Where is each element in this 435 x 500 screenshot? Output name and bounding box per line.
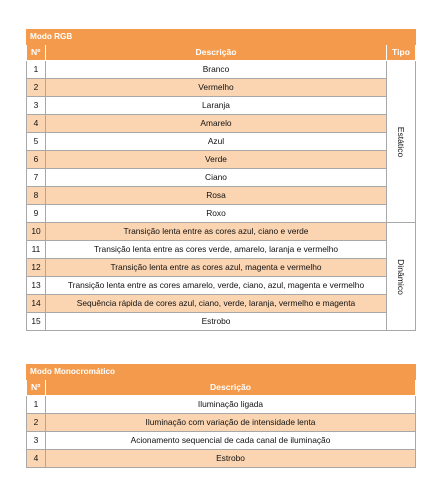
rgb-header-type: Tipo: [387, 45, 416, 61]
row-description: Roxo: [46, 205, 387, 223]
table-row: [27, 79, 416, 97]
row-number: 3: [27, 432, 46, 450]
mono-table-title: Modo Monocromático: [27, 365, 416, 380]
row-description: Estrobo: [46, 313, 387, 331]
row-number: 5: [27, 133, 46, 151]
mono-mode-table: [26, 364, 416, 468]
mono-header-desc: Descrição: [46, 380, 416, 396]
row-number: 4: [27, 115, 46, 133]
row-number: 15: [27, 313, 46, 331]
row-number: 8: [27, 187, 46, 205]
table-row: [27, 115, 416, 133]
table-row: [27, 169, 416, 187]
row-number: 7: [27, 169, 46, 187]
table-row: [27, 277, 416, 295]
row-number: 11: [27, 241, 46, 259]
row-number: 1: [27, 396, 46, 414]
table-row: [27, 187, 416, 205]
row-description: Laranja: [46, 97, 387, 115]
row-description: Acionamento sequencial de cada canal de iluminação: [46, 432, 416, 450]
row-number: 10: [27, 223, 46, 241]
row-number: 9: [27, 205, 46, 223]
row-description: Iluminação ligada: [46, 396, 416, 414]
row-description: Sequência rápida de cores azul, ciano, verde, laranja, vermelho e magenta: [46, 295, 387, 313]
row-description: Transição lenta entre as cores amarelo, verde, ciano, azul, magenta e vermelho: [46, 277, 387, 295]
mono-header-num: Nº: [27, 380, 46, 396]
type-static-cell: [387, 61, 416, 223]
row-description: Azul: [46, 133, 387, 151]
row-number: 3: [27, 97, 46, 115]
mono-header-row: [27, 380, 416, 396]
table-row: [27, 97, 416, 115]
row-description: Amarelo: [46, 115, 387, 133]
type-dynamic-cell: [387, 223, 416, 331]
row-description: Estrobo: [46, 450, 416, 468]
table-row: [27, 223, 416, 241]
table-row: [27, 151, 416, 169]
rgb-title-row: [27, 30, 416, 45]
row-number: 12: [27, 259, 46, 277]
table-row: [27, 414, 416, 432]
row-description: Ciano: [46, 169, 387, 187]
row-description: Transição lenta entre as cores verde, amarelo, laranja e vermelho: [46, 241, 387, 259]
table-row: [27, 61, 416, 79]
table-row: [27, 295, 416, 313]
row-description: Branco: [46, 61, 387, 79]
row-description: Rosa: [46, 187, 387, 205]
row-description: Iluminação com variação de intensidade lenta: [46, 414, 416, 432]
row-number: 2: [27, 79, 46, 97]
table-row: [27, 432, 416, 450]
row-description: Verde: [46, 151, 387, 169]
table-row: [27, 133, 416, 151]
row-number: 14: [27, 295, 46, 313]
table-row: [27, 241, 416, 259]
rgb-header-num: Nº: [27, 45, 46, 61]
row-number: 2: [27, 414, 46, 432]
mono-title-row: [27, 365, 416, 380]
rgb-header-desc: Descrição: [46, 45, 387, 61]
rgb-mode-table: [26, 29, 416, 331]
table-row: [27, 313, 416, 331]
table-row: [27, 450, 416, 468]
rgb-header-row: [27, 45, 416, 61]
type-static-label: Estático: [396, 126, 407, 157]
row-description: Vermelho: [46, 79, 387, 97]
row-number: 13: [27, 277, 46, 295]
rgb-table-title: Modo RGB: [27, 30, 416, 45]
row-description: Transição lenta entre as cores azul, magenta e vermelho: [46, 259, 387, 277]
row-number: 4: [27, 450, 46, 468]
table-row: [27, 396, 416, 414]
table-row: [27, 259, 416, 277]
row-number: 6: [27, 151, 46, 169]
type-dynamic-label: Dinâmico: [396, 258, 407, 295]
row-number: 1: [27, 61, 46, 79]
table-row: [27, 205, 416, 223]
row-description: Transição lenta entre as cores azul, ciano e verde: [46, 223, 387, 241]
